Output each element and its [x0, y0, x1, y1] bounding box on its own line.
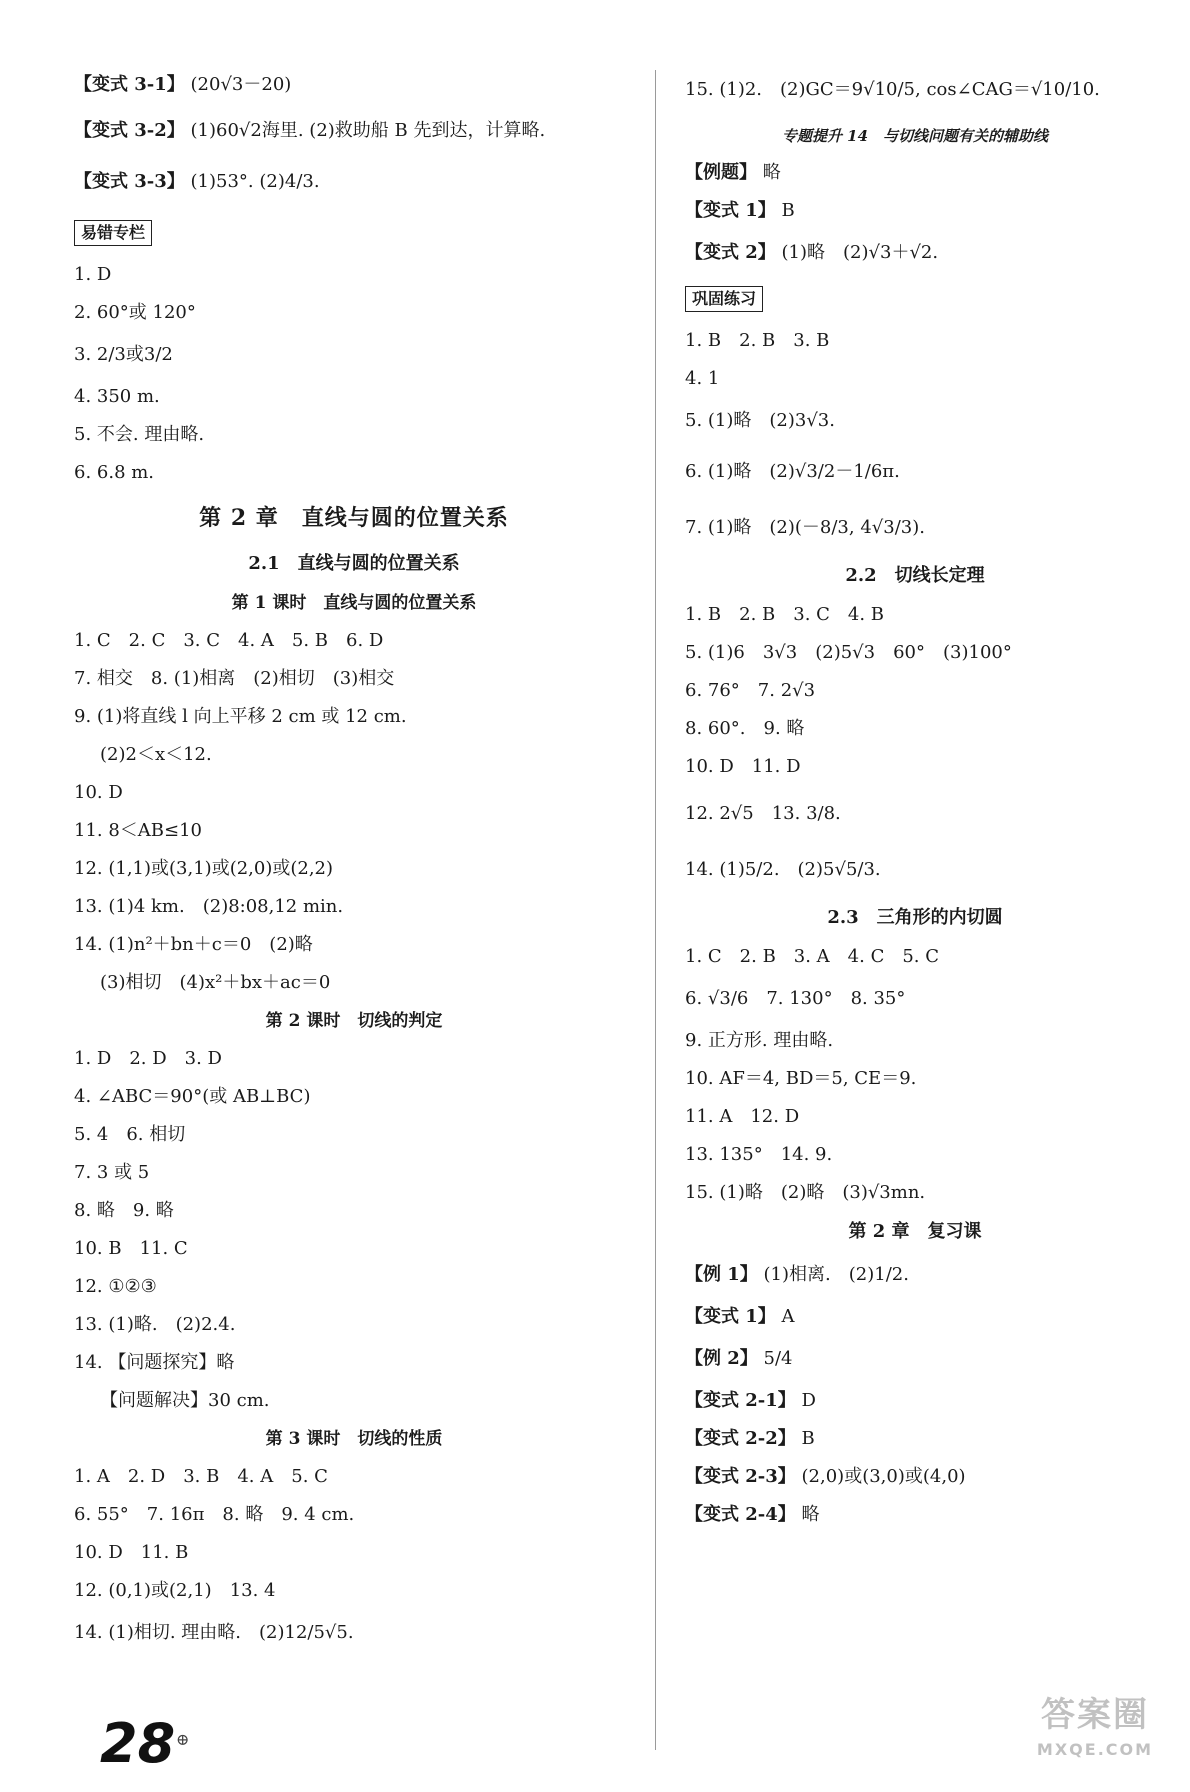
- answer-line: [685, 1420, 1145, 1458]
- answer-line: [74, 378, 634, 416]
- answer-tag: 【变式 1】: [685, 1306, 776, 1327]
- boxed-heading-row: [685, 276, 1145, 322]
- answer-line: [74, 294, 634, 332]
- answer-text: 10. D: [74, 782, 123, 803]
- answer-line: [74, 1116, 634, 1154]
- answer-line: [74, 1344, 634, 1382]
- answer-line: [74, 1078, 634, 1116]
- answer-text: 13. 135° 14. 9.: [685, 1144, 833, 1165]
- boxed-heading-row: [74, 210, 634, 256]
- answer-text: 10. D 11. B: [74, 1542, 189, 1563]
- answer-line: [74, 454, 634, 492]
- answer-text: 12. (0,1)或(2,1) 13. 4: [74, 1580, 276, 1601]
- answer-tag: 【变式 2-3】: [685, 1466, 796, 1487]
- answer-line: [685, 748, 1145, 786]
- answer-text: 6. 76° 7. 2√3: [685, 680, 816, 701]
- answer-text: 12. (1,1)或(3,1)或(2,0)或(2,2): [74, 858, 334, 879]
- answer-text: A: [781, 1306, 795, 1327]
- answer-text: 2. 60°或 120°: [74, 302, 196, 323]
- answer-line: [74, 1572, 634, 1610]
- answer-text: 5. 不会. 理由略.: [74, 424, 205, 445]
- answer-text: (1)60√2海里. (2)救助船 B 先到达，计算略.: [190, 120, 546, 141]
- answer-line: [74, 1192, 634, 1230]
- answer-line: [685, 154, 1145, 192]
- answer-text: 9. 正方形. 理由略.: [685, 1030, 834, 1051]
- answer-text: (2,0)或(3,0)或(4,0): [801, 1466, 966, 1487]
- lesson-heading: 第 2 课时 切线的判定: [265, 1011, 443, 1031]
- answer-line: [685, 1022, 1145, 1060]
- section-heading: 2.1 直线与圆的位置关系: [248, 553, 460, 574]
- answer-text: 12. 2√5 13. 3/8.: [685, 803, 841, 824]
- answer-tag: 【变式 2-2】: [685, 1428, 796, 1449]
- answer-text: 8. 60°. 9. 略: [685, 718, 805, 739]
- answer-text: 14. 【问题探究】略: [74, 1352, 235, 1373]
- lesson-heading: 第 3 课时 切线的性质: [265, 1429, 443, 1449]
- answer-text: 11. A 12. D: [685, 1106, 800, 1127]
- answer-line: [74, 256, 634, 294]
- answer-text: 1. D 2. D 3. D: [74, 1048, 222, 1069]
- answer-text: 略: [762, 162, 781, 183]
- answer-line: [74, 1230, 634, 1268]
- answer-line: [74, 1610, 634, 1656]
- answer-line: [685, 1174, 1145, 1212]
- answer-line: [685, 976, 1145, 1022]
- answer-tag: 【例 2】: [685, 1348, 758, 1369]
- answer-text: 5. 4 6. 相切: [74, 1124, 186, 1145]
- answer-line: [685, 500, 1145, 556]
- answer-line: [74, 926, 634, 964]
- answer-line: [74, 964, 634, 1002]
- answer-tag: 【变式 1】: [685, 200, 776, 221]
- answer-line: [74, 850, 634, 888]
- answer-line: [74, 736, 634, 774]
- answer-text: 15. (1)略 (2)略 (3)√3mn.: [685, 1182, 926, 1203]
- right-column: [685, 62, 1145, 1534]
- answer-text: 10. AF＝4, BD＝5, CE＝9.: [685, 1068, 917, 1089]
- answer-text: 1. D: [74, 264, 112, 285]
- answer-line: [685, 360, 1145, 398]
- answer-text: 10. D 11. D: [685, 756, 801, 777]
- answer-line: [74, 154, 634, 210]
- answer-line: [74, 888, 634, 926]
- answer-text: 15. (1)2. (2)GC＝9√10/5, cos∠CAG＝√10/10.: [685, 79, 1100, 100]
- answer-line: [685, 1098, 1145, 1136]
- answer-text: 1. B 2. B 3. C 4. B: [685, 604, 885, 625]
- answer-text: (1)相离. (2)1/2.: [763, 1264, 909, 1285]
- answer-text: (20√3－20): [190, 74, 292, 95]
- answer-line: [685, 634, 1145, 672]
- lesson-heading: 第 1 课时 直线与圆的位置关系: [231, 593, 477, 613]
- answer-line: [685, 1382, 1145, 1420]
- answer-tag: 【例 1】: [685, 1264, 758, 1285]
- watermark-logo: [1020, 1690, 1170, 1780]
- chapter-heading: 第 2 章 直线与圆的位置关系: [199, 505, 509, 531]
- answer-line: [685, 62, 1145, 118]
- answer-line: [74, 416, 634, 454]
- answer-text: B: [801, 1428, 815, 1449]
- answer-text: D: [801, 1390, 816, 1411]
- answer-text: 5/4: [763, 1348, 793, 1369]
- answer-line: [74, 774, 634, 812]
- answer-text: 6. √3/6 7. 130° 8. 35°: [685, 988, 906, 1009]
- watermark-title: 答案圈: [1041, 1695, 1149, 1735]
- answer-tag: 【变式 2】: [685, 242, 776, 263]
- answer-tag: 【例题】: [685, 162, 757, 183]
- answer-line: [685, 1458, 1145, 1496]
- answer-text: (1)53°. (2)4/3.: [190, 171, 320, 192]
- left-column: [74, 62, 634, 1656]
- answer-tag: 【变式 3-2】: [74, 120, 185, 141]
- page-number: 28: [100, 1712, 176, 1775]
- answer-text: 5. (1)6 3√3 (2)5√3 60° (3)100°: [685, 642, 1012, 663]
- answer-line: [685, 1336, 1145, 1382]
- section-heading: 2.3 三角形的内切圆: [827, 907, 1003, 928]
- answer-text: 1. C 2. B 3. A 4. C 5. C: [685, 946, 940, 967]
- answer-text: 5. (1)略 (2)3√3.: [685, 410, 835, 431]
- answer-text: 略: [801, 1504, 820, 1525]
- answer-line: [74, 332, 634, 378]
- answer-text: 4. 1: [685, 368, 720, 389]
- answer-text: 1. C 2. C 3. C 4. A 5. B 6. D: [74, 630, 384, 651]
- answer-line: [74, 1040, 634, 1078]
- answer-line: [74, 1534, 634, 1572]
- answer-line: [74, 1496, 634, 1534]
- answer-tag: 【变式 3-3】: [74, 171, 185, 192]
- answer-line: [685, 710, 1145, 748]
- answer-text: 14. (1)相切. 理由略. (2)12/5√5.: [74, 1622, 354, 1643]
- answer-line: [685, 596, 1145, 634]
- answer-text: 8. 略 9. 略: [74, 1200, 174, 1221]
- answer-text: 3. 2/3或3/2: [74, 344, 173, 365]
- answer-line: [685, 322, 1145, 360]
- section-heading: 2.2 切线长定理: [845, 565, 985, 586]
- answer-line: [685, 230, 1145, 276]
- answer-text: 4. ∠ABC＝90°(或 AB⊥BC): [74, 1086, 311, 1107]
- answer-tag: 【变式 3-1】: [74, 74, 185, 95]
- answer-line: [685, 938, 1145, 976]
- answer-text: 6. 6.8 m.: [74, 462, 155, 483]
- answer-line: [685, 192, 1145, 230]
- answer-tag: 【变式 2-1】: [685, 1390, 796, 1411]
- answer-text: 11. 8＜AB≤10: [74, 820, 203, 841]
- answer-line: [74, 1154, 634, 1192]
- answer-line: [685, 1136, 1145, 1174]
- answer-line: [685, 842, 1145, 898]
- answer-line: [685, 1060, 1145, 1098]
- answer-line: [74, 62, 634, 108]
- boxed-heading: 巩固练习: [685, 286, 763, 312]
- answer-line: [74, 1458, 634, 1496]
- answer-text: (2)2＜x＜12.: [100, 744, 212, 765]
- answer-text: 【问题解决】30 cm.: [100, 1390, 270, 1411]
- answer-line: [74, 660, 634, 698]
- answer-line: [685, 672, 1145, 710]
- column-divider: [655, 70, 656, 1750]
- boxed-heading: 易错专栏: [74, 220, 152, 246]
- answer-text: 4. 350 m.: [74, 386, 160, 407]
- answer-text: 7. 相交 8. (1)相离 (2)相切 (3)相交: [74, 668, 395, 689]
- answer-text: 7. (1)略 (2)(－8/3, 4√3/3).: [685, 517, 925, 538]
- answer-text: 1. A 2. D 3. B 4. A 5. C: [74, 1466, 328, 1487]
- answer-text: (3)相切 (4)x²＋bx＋ac＝0: [100, 972, 331, 993]
- watermark-url: MXQE.COM: [1036, 1740, 1154, 1759]
- answer-text: 6. 55° 7. 16π 8. 略 9. 4 cm.: [74, 1504, 355, 1525]
- answer-line: [685, 786, 1145, 842]
- answer-text: 10. B 11. C: [74, 1238, 188, 1259]
- answer-line: [74, 1306, 634, 1344]
- answer-text: 14. (1)n²＋bn＋c＝0 (2)略: [74, 934, 313, 955]
- page-mark-icon: ⊕: [176, 1730, 190, 1749]
- answer-text: 13. (1)略. (2)2.4.: [74, 1314, 236, 1335]
- answer-line: [74, 698, 634, 736]
- answer-text: B: [781, 200, 795, 221]
- answer-line: [685, 1252, 1145, 1298]
- answer-line: [74, 108, 634, 154]
- answer-line: [685, 444, 1145, 500]
- answer-text: 14. (1)5/2. (2)5√5/3.: [685, 859, 881, 880]
- answer-line: [685, 398, 1145, 444]
- answer-text: 13. (1)4 km. (2)8:08,12 min.: [74, 896, 344, 917]
- answer-text: 9. (1)将直线 l 向上平移 2 cm 或 12 cm.: [74, 706, 407, 727]
- answer-line: [74, 622, 634, 660]
- answer-line: [74, 1268, 634, 1306]
- answer-line: [685, 1496, 1145, 1534]
- answer-text: (1)略 (2)√3＋√2.: [781, 242, 939, 263]
- answer-text: 7. 3 或 5: [74, 1162, 150, 1183]
- answer-text: 6. (1)略 (2)√3/2－1/6π.: [685, 461, 900, 482]
- section-heading: 第 2 章 复习课: [848, 1221, 982, 1242]
- topic-heading: 专题提升 14 与切线问题有关的辅助线: [781, 127, 1049, 145]
- answer-line: [74, 812, 634, 850]
- answer-line: [685, 1298, 1145, 1336]
- answer-text: 1. B 2. B 3. B: [685, 330, 830, 351]
- answer-line: [74, 1382, 634, 1420]
- answer-tag: 【变式 2-4】: [685, 1504, 796, 1525]
- answer-text: 12. ①②③: [74, 1276, 157, 1297]
